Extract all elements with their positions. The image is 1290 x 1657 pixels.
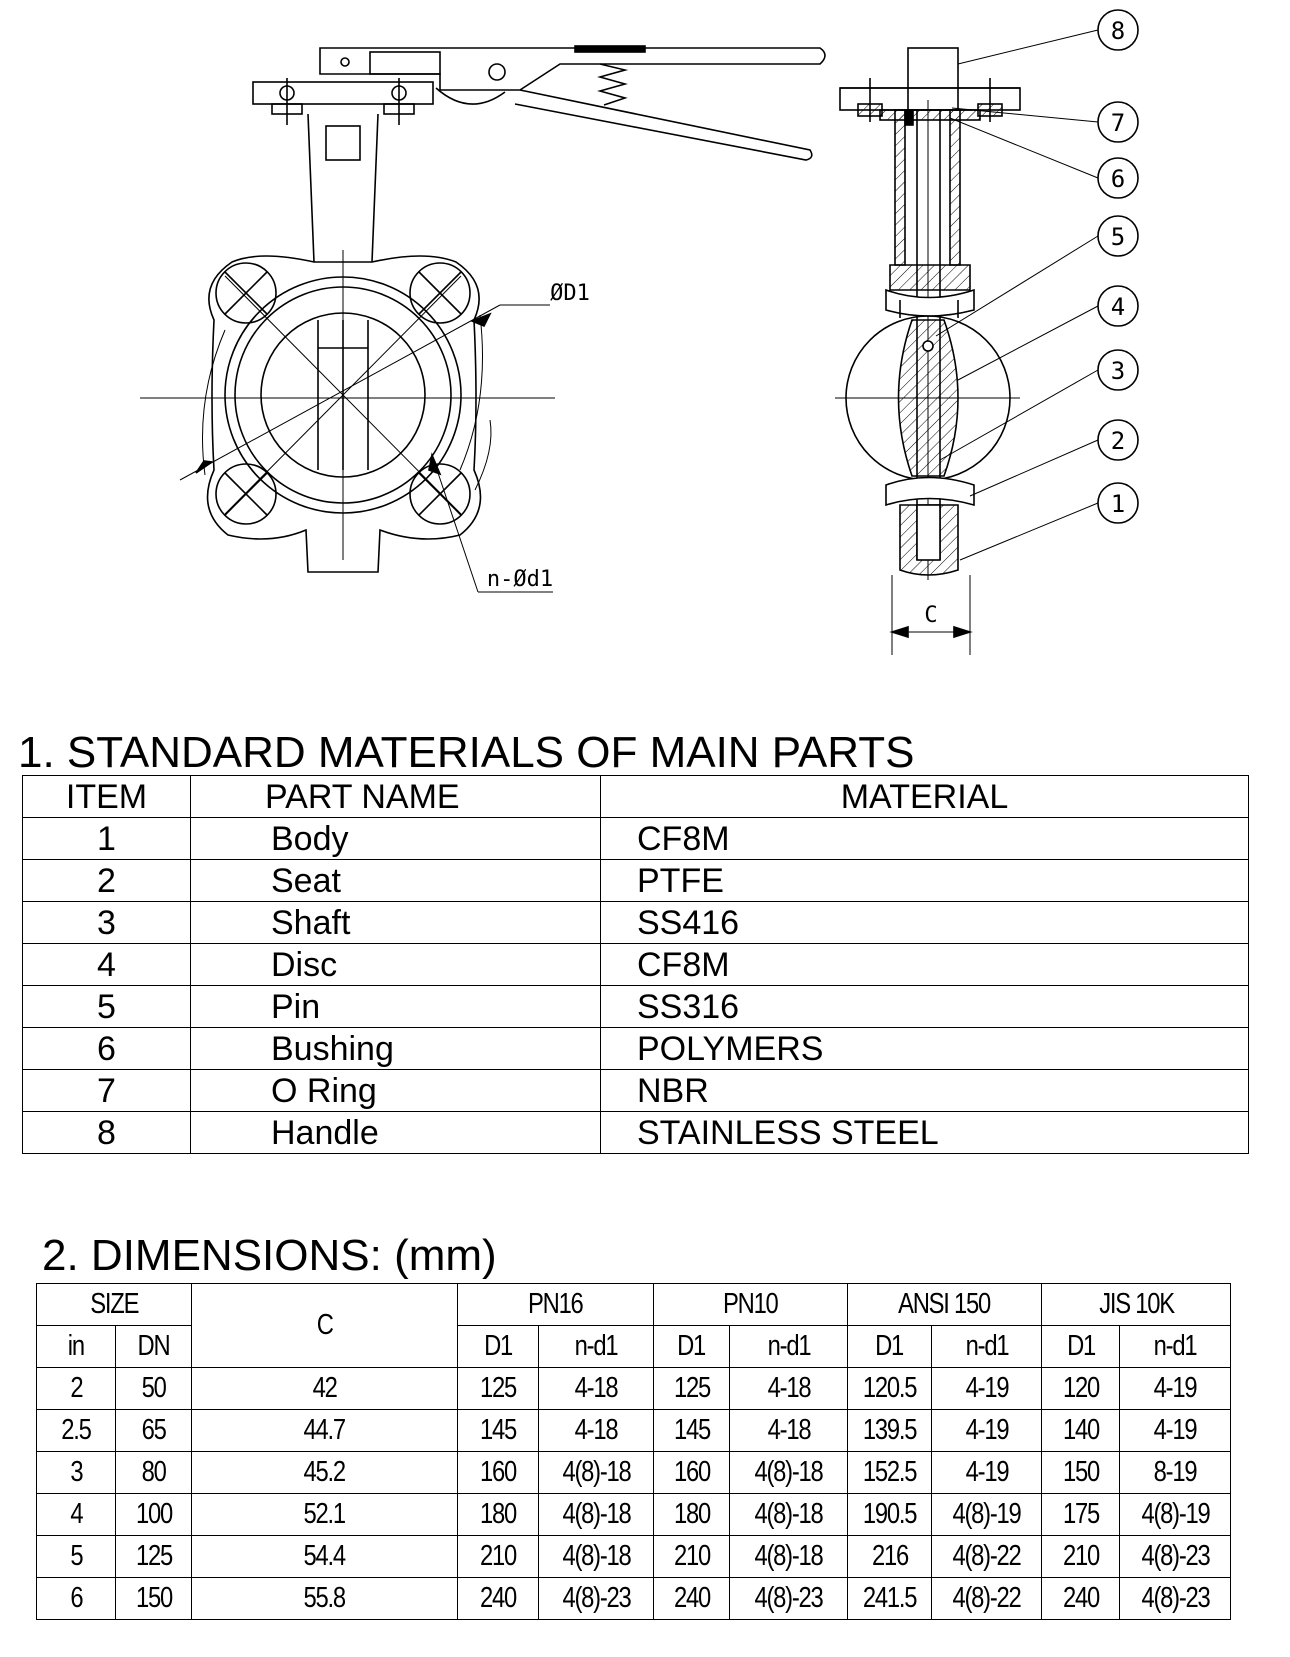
table-row	[37, 1578, 1231, 1620]
cell-pn16-d1: 125	[458, 1368, 539, 1410]
item-cell: 2	[23, 860, 191, 902]
table-row	[23, 1028, 1249, 1070]
cell-ansi-nd1: 4-19	[932, 1452, 1042, 1494]
cell-c: 45.2	[192, 1452, 458, 1494]
cell-c: 44.7	[192, 1410, 458, 1452]
callout-6: 6	[1110, 165, 1126, 193]
cell-pn10-nd1: 4(8)-18	[730, 1452, 848, 1494]
cell-jis-nd1: 4(8)-23	[1120, 1578, 1231, 1620]
cell-pn16-nd1: 4(8)-23	[539, 1578, 654, 1620]
cell-in: 2.5	[37, 1410, 116, 1452]
table-row	[23, 818, 1249, 860]
front-view	[140, 46, 825, 592]
header-jis-d1: D1	[1042, 1326, 1120, 1368]
material-cell: NBR	[601, 1070, 1249, 1112]
callout-4: 4	[1110, 293, 1126, 321]
item-cell: 6	[23, 1028, 191, 1070]
cell-jis-d1: 120	[1042, 1368, 1120, 1410]
cell-jis-nd1: 4(8)-23	[1120, 1536, 1231, 1578]
table-row	[23, 1070, 1249, 1112]
table-row	[23, 902, 1249, 944]
cell-ansi-d1: 216	[848, 1536, 932, 1578]
header-pn10-d1: D1	[654, 1326, 730, 1368]
cell-jis-d1: 240	[1042, 1578, 1120, 1620]
cell-ansi-nd1: 4-19	[932, 1410, 1042, 1452]
callout-3: 3	[1110, 357, 1126, 385]
material-cell: PTFE	[601, 860, 1249, 902]
cell-jis-nd1: 4(8)-19	[1120, 1494, 1231, 1536]
cell-c: 42	[192, 1368, 458, 1410]
cell-pn16-d1: 145	[458, 1410, 539, 1452]
cell-ansi-d1: 190.5	[848, 1494, 932, 1536]
cell-ansi-nd1: 4(8)-22	[932, 1578, 1042, 1620]
callout-8: 8	[1110, 17, 1126, 45]
cell-in: 4	[37, 1494, 116, 1536]
cell-dn: 100	[116, 1494, 192, 1536]
dimensions-table	[36, 1283, 1231, 1620]
cell-dn: 65	[116, 1410, 192, 1452]
cell-dn: 50	[116, 1368, 192, 1410]
callout-7: 7	[1110, 109, 1126, 137]
table-row	[23, 944, 1249, 986]
item-cell: 4	[23, 944, 191, 986]
header-ansi-nd1: n-d1	[932, 1326, 1042, 1368]
item-cell: 3	[23, 902, 191, 944]
callout-5: 5	[1110, 223, 1126, 251]
cell-c: 55.8	[192, 1578, 458, 1620]
side-view	[835, 10, 1138, 655]
dimensions-title: 2. DIMENSIONS: (mm)	[42, 1231, 497, 1280]
materials-table	[22, 775, 1249, 1154]
cell-c: 52.1	[192, 1494, 458, 1536]
cell-pn10-d1: 240	[654, 1578, 730, 1620]
item-cell: 1	[23, 818, 191, 860]
part-name-cell: Seat	[191, 860, 601, 902]
part-name-cell: Handle	[191, 1112, 601, 1154]
part-name-cell: Shaft	[191, 902, 601, 944]
cell-pn10-nd1: 4-18	[730, 1410, 848, 1452]
header-pn16-nd1: n-d1	[539, 1326, 654, 1368]
table-row	[37, 1452, 1231, 1494]
cell-ansi-d1: 120.5	[848, 1368, 932, 1410]
cell-c: 54.4	[192, 1536, 458, 1578]
cell-pn16-d1: 160	[458, 1452, 539, 1494]
cell-pn10-d1: 125	[654, 1368, 730, 1410]
header-in: in	[37, 1326, 116, 1368]
cell-pn10-d1: 210	[654, 1536, 730, 1578]
label-nd1: n-Ød1	[486, 567, 554, 592]
table-header-row	[37, 1284, 1231, 1326]
materials-title: 1. STANDARD MATERIALS OF MAIN PARTS	[18, 728, 915, 777]
cell-dn: 125	[116, 1536, 192, 1578]
cell-pn10-nd1: 4-18	[730, 1368, 848, 1410]
cell-pn16-d1: 180	[458, 1494, 539, 1536]
valve-technical-drawing	[0, 0, 1290, 660]
cell-jis-d1: 210	[1042, 1536, 1120, 1578]
cell-in: 3	[37, 1452, 116, 1494]
cell-pn16-nd1: 4(8)-18	[539, 1452, 654, 1494]
table-row	[23, 860, 1249, 902]
header-part-name: PART NAME	[191, 776, 601, 818]
material-cell: SS316	[601, 986, 1249, 1028]
cell-pn16-d1: 240	[458, 1578, 539, 1620]
header-pn10-nd1: n-d1	[730, 1326, 848, 1368]
cell-dn: 150	[116, 1578, 192, 1620]
header-pn16-d1: D1	[458, 1326, 539, 1368]
header-pn10: PN10	[654, 1284, 848, 1326]
header-jis-nd1: n-d1	[1120, 1326, 1231, 1368]
cell-jis-d1: 150	[1042, 1452, 1120, 1494]
material-cell: SS416	[601, 902, 1249, 944]
part-name-cell: O Ring	[191, 1070, 601, 1112]
cell-pn10-nd1: 4(8)-23	[730, 1578, 848, 1620]
cell-in: 6	[37, 1578, 116, 1620]
label-c: C	[924, 603, 938, 628]
header-jis10k: JIS 10K	[1042, 1284, 1231, 1326]
cell-pn16-nd1: 4-18	[539, 1368, 654, 1410]
cell-pn16-nd1: 4(8)-18	[539, 1494, 654, 1536]
callout-1: 1	[1110, 490, 1126, 518]
item-cell: 8	[23, 1112, 191, 1154]
cell-ansi-nd1: 4-19	[932, 1368, 1042, 1410]
table-header-row	[23, 776, 1249, 818]
cell-ansi-d1: 241.5	[848, 1578, 932, 1620]
cell-pn10-d1: 145	[654, 1410, 730, 1452]
header-pn16: PN16	[458, 1284, 654, 1326]
label-d1: ØD1	[550, 281, 590, 306]
header-ansi150: ANSI 150	[848, 1284, 1042, 1326]
item-cell: 7	[23, 1070, 191, 1112]
cell-in: 2	[37, 1368, 116, 1410]
header-c: C	[192, 1284, 458, 1368]
header-ansi-d1: D1	[848, 1326, 932, 1368]
header-dn: DN	[116, 1326, 192, 1368]
table-row	[37, 1410, 1231, 1452]
cell-jis-nd1: 4-19	[1120, 1410, 1231, 1452]
part-name-cell: Body	[191, 818, 601, 860]
material-cell: POLYMERS	[601, 1028, 1249, 1070]
callout-2: 2	[1110, 427, 1126, 455]
cell-jis-d1: 140	[1042, 1410, 1120, 1452]
table-row	[37, 1368, 1231, 1410]
part-name-cell: Bushing	[191, 1028, 601, 1070]
item-cell: 5	[23, 986, 191, 1028]
cell-ansi-d1: 152.5	[848, 1452, 932, 1494]
cell-ansi-nd1: 4(8)-22	[932, 1536, 1042, 1578]
cell-jis-nd1: 4-19	[1120, 1368, 1231, 1410]
material-cell: CF8M	[601, 944, 1249, 986]
cell-dn: 80	[116, 1452, 192, 1494]
material-cell: STAINLESS STEEL	[601, 1112, 1249, 1154]
cell-pn10-d1: 180	[654, 1494, 730, 1536]
part-name-cell: Disc	[191, 944, 601, 986]
table-row	[37, 1494, 1231, 1536]
cell-pn10-d1: 160	[654, 1452, 730, 1494]
table-row	[37, 1536, 1231, 1578]
cell-jis-d1: 175	[1042, 1494, 1120, 1536]
cell-ansi-d1: 139.5	[848, 1410, 932, 1452]
cell-ansi-nd1: 4(8)-19	[932, 1494, 1042, 1536]
table-row	[23, 986, 1249, 1028]
cell-pn16-nd1: 4(8)-18	[539, 1536, 654, 1578]
material-cell: CF8M	[601, 818, 1249, 860]
cell-pn16-nd1: 4-18	[539, 1410, 654, 1452]
table-row	[23, 1112, 1249, 1154]
part-name-cell: Pin	[191, 986, 601, 1028]
cell-pn16-d1: 210	[458, 1536, 539, 1578]
cell-pn10-nd1: 4(8)-18	[730, 1536, 848, 1578]
cell-jis-nd1: 8-19	[1120, 1452, 1231, 1494]
header-material: MATERIAL	[601, 776, 1249, 818]
header-size: SIZE	[37, 1284, 192, 1326]
cell-pn10-nd1: 4(8)-18	[730, 1494, 848, 1536]
cell-in: 5	[37, 1536, 116, 1578]
header-item: ITEM	[23, 776, 191, 818]
